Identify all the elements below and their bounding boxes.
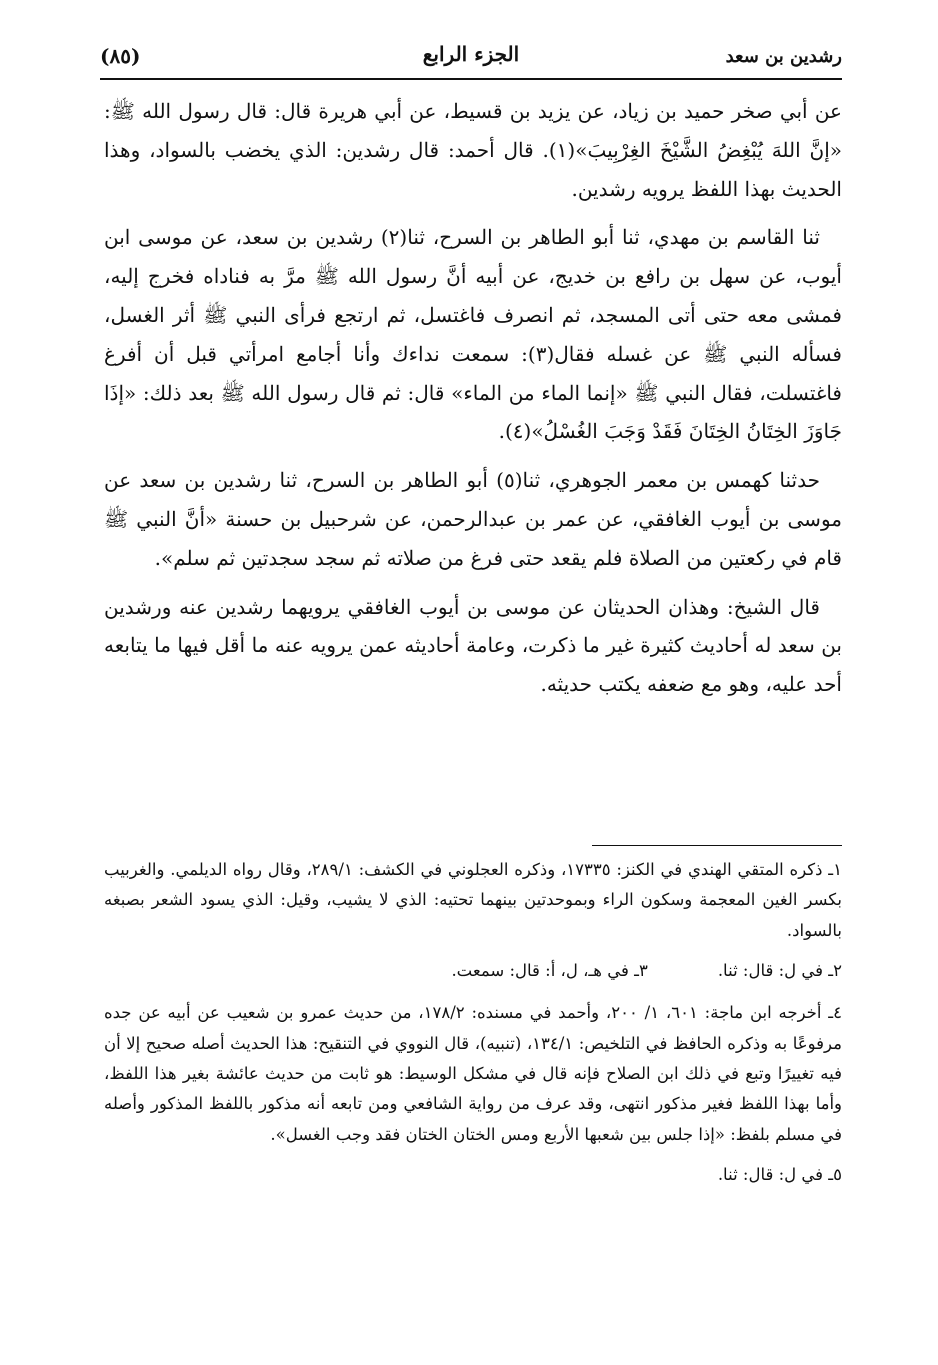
- volume-title: الجزء الرابع: [422, 42, 520, 66]
- header-rule: [100, 78, 842, 80]
- paragraph-1: عن أبي صخر حميد بن زياد، عن يزيد بن قسيط، عن أبي هريرة قال: قال رسول الله ﷺ: «إنَّ اللهَ يُبْغِضُ الشَّيْخَ الغِرْبِيبَ»(١). قال أحمد: قال رشدين: الذي يخضب بالسواد، وهذا الحديث بهذا اللفظ يرويه رشدين.: [104, 99, 842, 201]
- paragraph-3: حدثنا كهمس بن معمر الجوهري، ثنا(٥) أبو الطاهر بن السرح، ثنا رشدين بن سعد عن موسى بن أيوب الغافقي، عن عمر بن عبدالرحمن، عن شرحبيل بن حسنة «أنَّ النبي ﷺ قام في ركعتين من الصلاة فلم يقعد حتى فرغ من صلاته ثم سجد سجدتين ثم سلم».: [104, 468, 842, 570]
- running-title: رشدين بن سعد: [725, 46, 842, 67]
- footnote-rule: [592, 845, 842, 846]
- page-header: [100, 38, 842, 78]
- paragraph-2: ثنا القاسم بن مهدي، ثنا أبو الطاهر بن السرح، ثنا(٢) رشدين بن سعد، عن موسى ابن أيوب، عن سهل بن رافع بن خديج، عن أبيه أنَّ رسول الله ﷺ مرَّ به فناداه فخرج إليه، فمشى معه حتى أتى المسجد، ثم انصرف فاغتسل، ثم ارتجع فرأى النبي ﷺ أثر الغسل، فسأله النبي ﷺ عن غسله فقال(٣): سمعت نداءك وأنا أجامع امرأتي قبل أن أفرغ فاغتسلت، فقال النبي ﷺ «إنما الماء من الماء» قال: ثم قال رسول الله ﷺ بعد ذلك: «إذَا جَاوَزَ الخِتَانُ الخِتَانَ فَقَدْ وَجَبَ الغُسْلُ»(٤).: [104, 225, 842, 444]
- footnote-1: ١ـ ذكره المتقي الهندي في الكنز: ١٧٣٣٥، وذكره العجلوني في الكشف: ٢٨٩/١، وقال رواه الديلمي. والغربيب بكسر الغين المعجمة وسكون الراء وبموحدتين بينهما تحتيه: الذي لا يشيب، وقيل: الذي يسود الشعر بصبغه بالسواد.: [104, 860, 842, 940]
- footnote-2: ٢ـ في ل: قال: ثنا.: [717, 961, 842, 981]
- footnotes: [104, 855, 842, 1202]
- footnote-4: ٤ـ أخرجه ابن ماجة: ٦٠١، ١/ ٢٠٠، وأحمد في مسنده: ١٧٨/٢، من حديث عمرو بن شعيب عن أبيه عن جده مرفوعًا به وذكره الحافظ في التلخيص: ١٣٤/١، (تنبيه)، قال النووي في التنقيح: هذا الحديث أصله صحيح إلا أن فيه تغييرًا وتبع في ذلك ابن الصلاح فإنه قال في مشكل الوسيط: هو ثابت من حديث عائشة بغير هذا اللفظ، وأما بهذا اللفظ فغير مذكور انتهى، وقد عرف من رواية الشافعي ومن تابعه أنه مذكور باللفظ المذكور وأصله في مسلم بلفظ: «إذا جلس بين شعبها الأربع ومس الختان الختان فقد وجب الغسل».: [104, 1003, 842, 1144]
- footnote-row-2-3: [104, 956, 842, 986]
- main-text: [104, 92, 842, 714]
- paragraph-4: قال الشيخ: وهذان الحديثان عن موسى بن أيوب الغافقي يرويهما رشدين عنه ورشدين بن سعد له أحاديث كثيرة غير ما ذكرت، وعامة أحاديثه عمن يرويه عنه ما أقل فيها ما يتابعه أحد عليه، وهو مع ضعفه يكتب حديثه.: [104, 594, 842, 697]
- page-number: (٨٥): [100, 44, 141, 68]
- footnote-3: ٣ـ في هـ، ل، أ: قال: سمعت.: [451, 961, 648, 981]
- footnote-5: ٥ـ في ل: قال: ثنا.: [717, 1165, 842, 1185]
